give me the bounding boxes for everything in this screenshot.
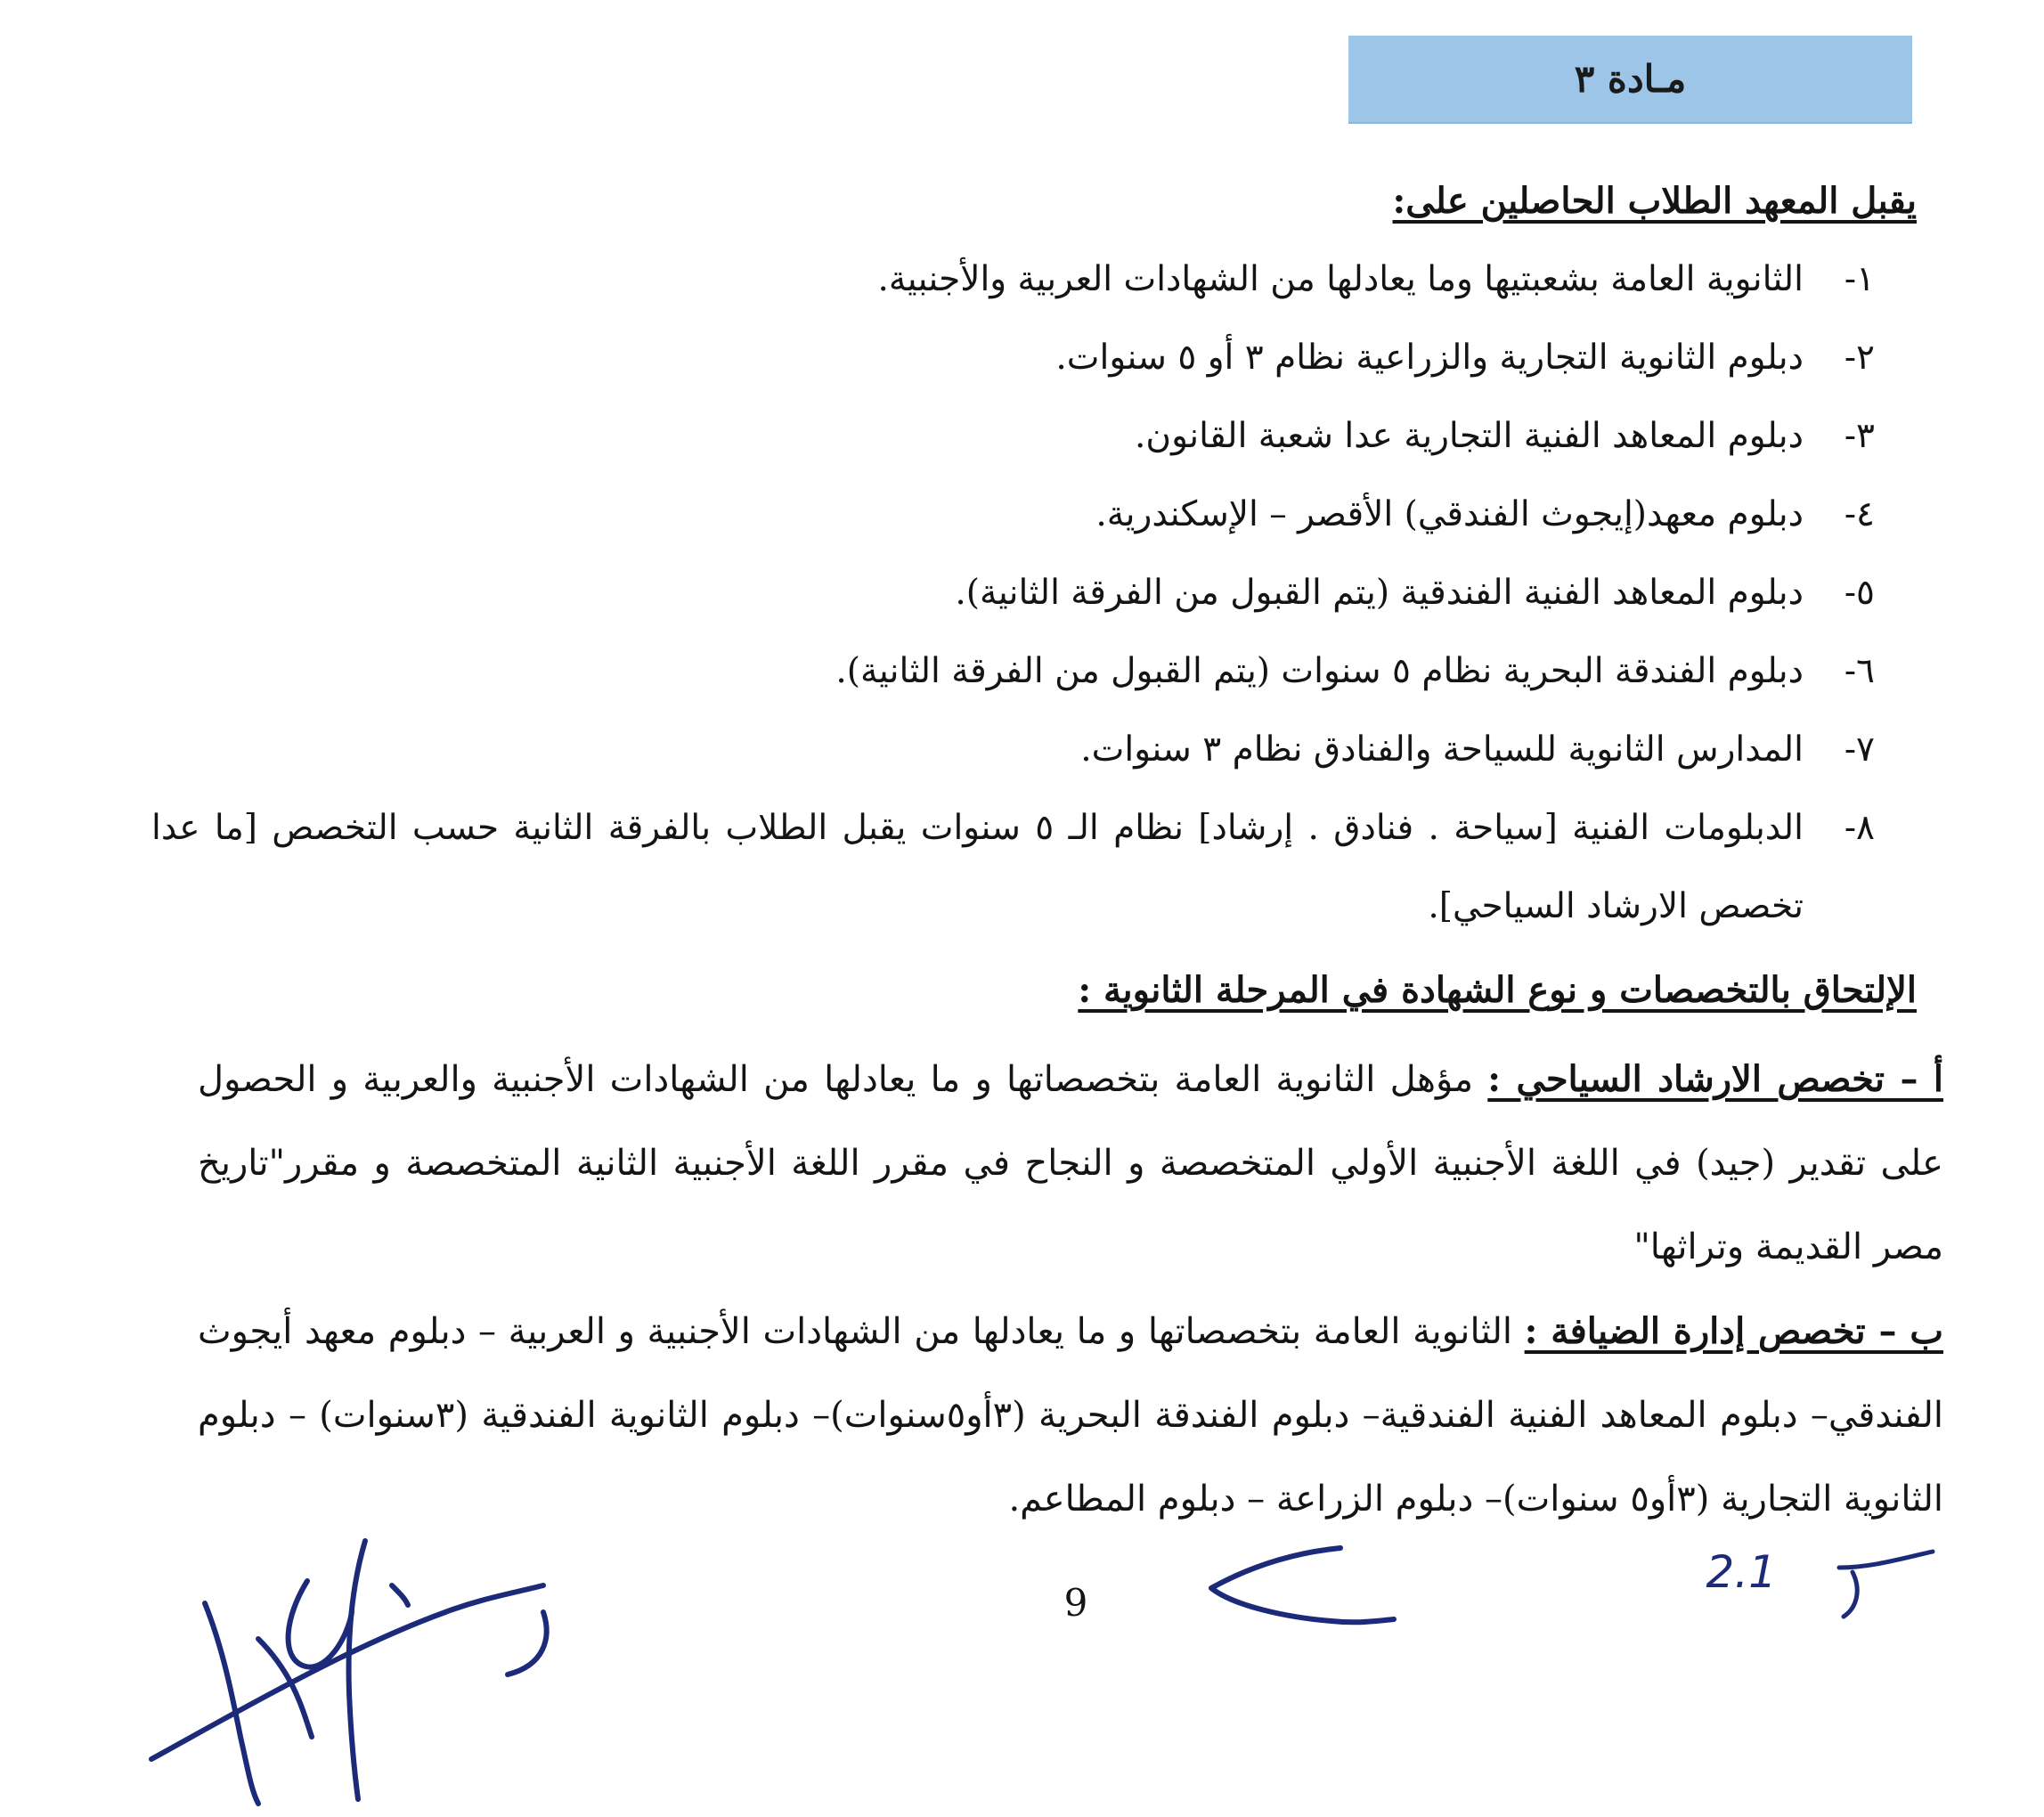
specialization-lead: ب – تخصص إدارة الضيافة : [1524,1310,1943,1352]
item-number: ٦- [1844,651,1875,691]
admission-heading: يقبل المعهد الطلاب الحاصلين على: [1392,180,1917,222]
article-title-box [1348,36,1912,124]
item-number: ١- [1844,259,1875,299]
signature-left [125,1532,588,1817]
specialization-text: مؤهل الثانوية العامة بتخصصاتها و ما يعادلها من الشهادات الأجنبية والعربية و الحصول على تقدير (جيد) في اللغة الأجنبية الأولي المتخصصة و النجاح في مقرر اللغة الأجنبية الثانية المتخصصة و مقرر"تاريخ مصر القديمة وتراثها" [198,1059,1943,1267]
item-number: ٥- [1844,573,1875,613]
item-number: ٧- [1844,729,1875,770]
specialization-text: الثانوية العامة بتخصصاتها و ما يعادلها من الشهادات الأجنبية و العربية – دبلوم معهد أيجوث الفندقي– دبلوم المعاهد الفنية الفندقية– دبلوم الفندقة البحرية (٣أو٥سنوات)– دبلوم الثانوية الفندقية (٣سنوات) – دبلوم الثانوية التجارية (٣أو٥ سنوات)– دبلوم الزراعة – دبلوم المطاعم. [198,1311,1943,1520]
item-text: دبلوم المعاهد الفنية الفندقية (يتم القبول من الفرقة الثانية). [955,573,1804,613]
signature-annotation: 2.1 [1706,1546,1777,1598]
item-number: ٢- [1844,338,1875,378]
item-number: ٨- [1844,808,1875,848]
item-text: المدارس الثانوية للسياحة والفنادق نظام ٣ سنوات. [1080,729,1804,770]
page-number: 9 [1063,1581,1088,1625]
specialization-lead: أ – تخصص الارشاد السياحي : [1487,1058,1944,1100]
specialization-hospitality [198,1290,1943,1541]
signature-middle [1198,1539,1403,1637]
specializations-heading: الإلتحاق بالتخصصات و نوع الشهادة في المرحلة الثانوية : [1078,969,1917,1011]
specialization-tour-guidance [198,1038,1943,1289]
signature-right [1706,1532,1946,1630]
item-text: دبلوم معهد(إيجوث الفندقي) الأقصر – الإسكندرية. [1095,494,1804,534]
item-text: الدبلومات الفنية [سياحة . فنادق . إرشاد] نظام الـ ٥ سنوات يقبل الطلاب بالفرقة الثانية حسب التخصص [ما عدا تخصص الارشاد السياحي]. [151,808,1804,926]
item-text: دبلوم الثانوية التجارية والزراعية نظام ٣ أو ٥ سنوات. [1055,338,1804,378]
item-number: ٣- [1844,416,1875,456]
item-text: الثانوية العامة بشعبتيها وما يعادلها من الشهادات العربية والأجنبية. [877,259,1804,299]
item-text: دبلوم المعاهد الفنية التجارية عدا شعبة القانون. [1135,416,1804,456]
article-title: مـادة ٣ [1574,57,1687,101]
item-text: دبلوم الفندقة البحرية نظام ٥ سنوات (يتم القبول من الفرقة الثانية). [835,651,1804,691]
item-number: ٤- [1844,494,1875,534]
